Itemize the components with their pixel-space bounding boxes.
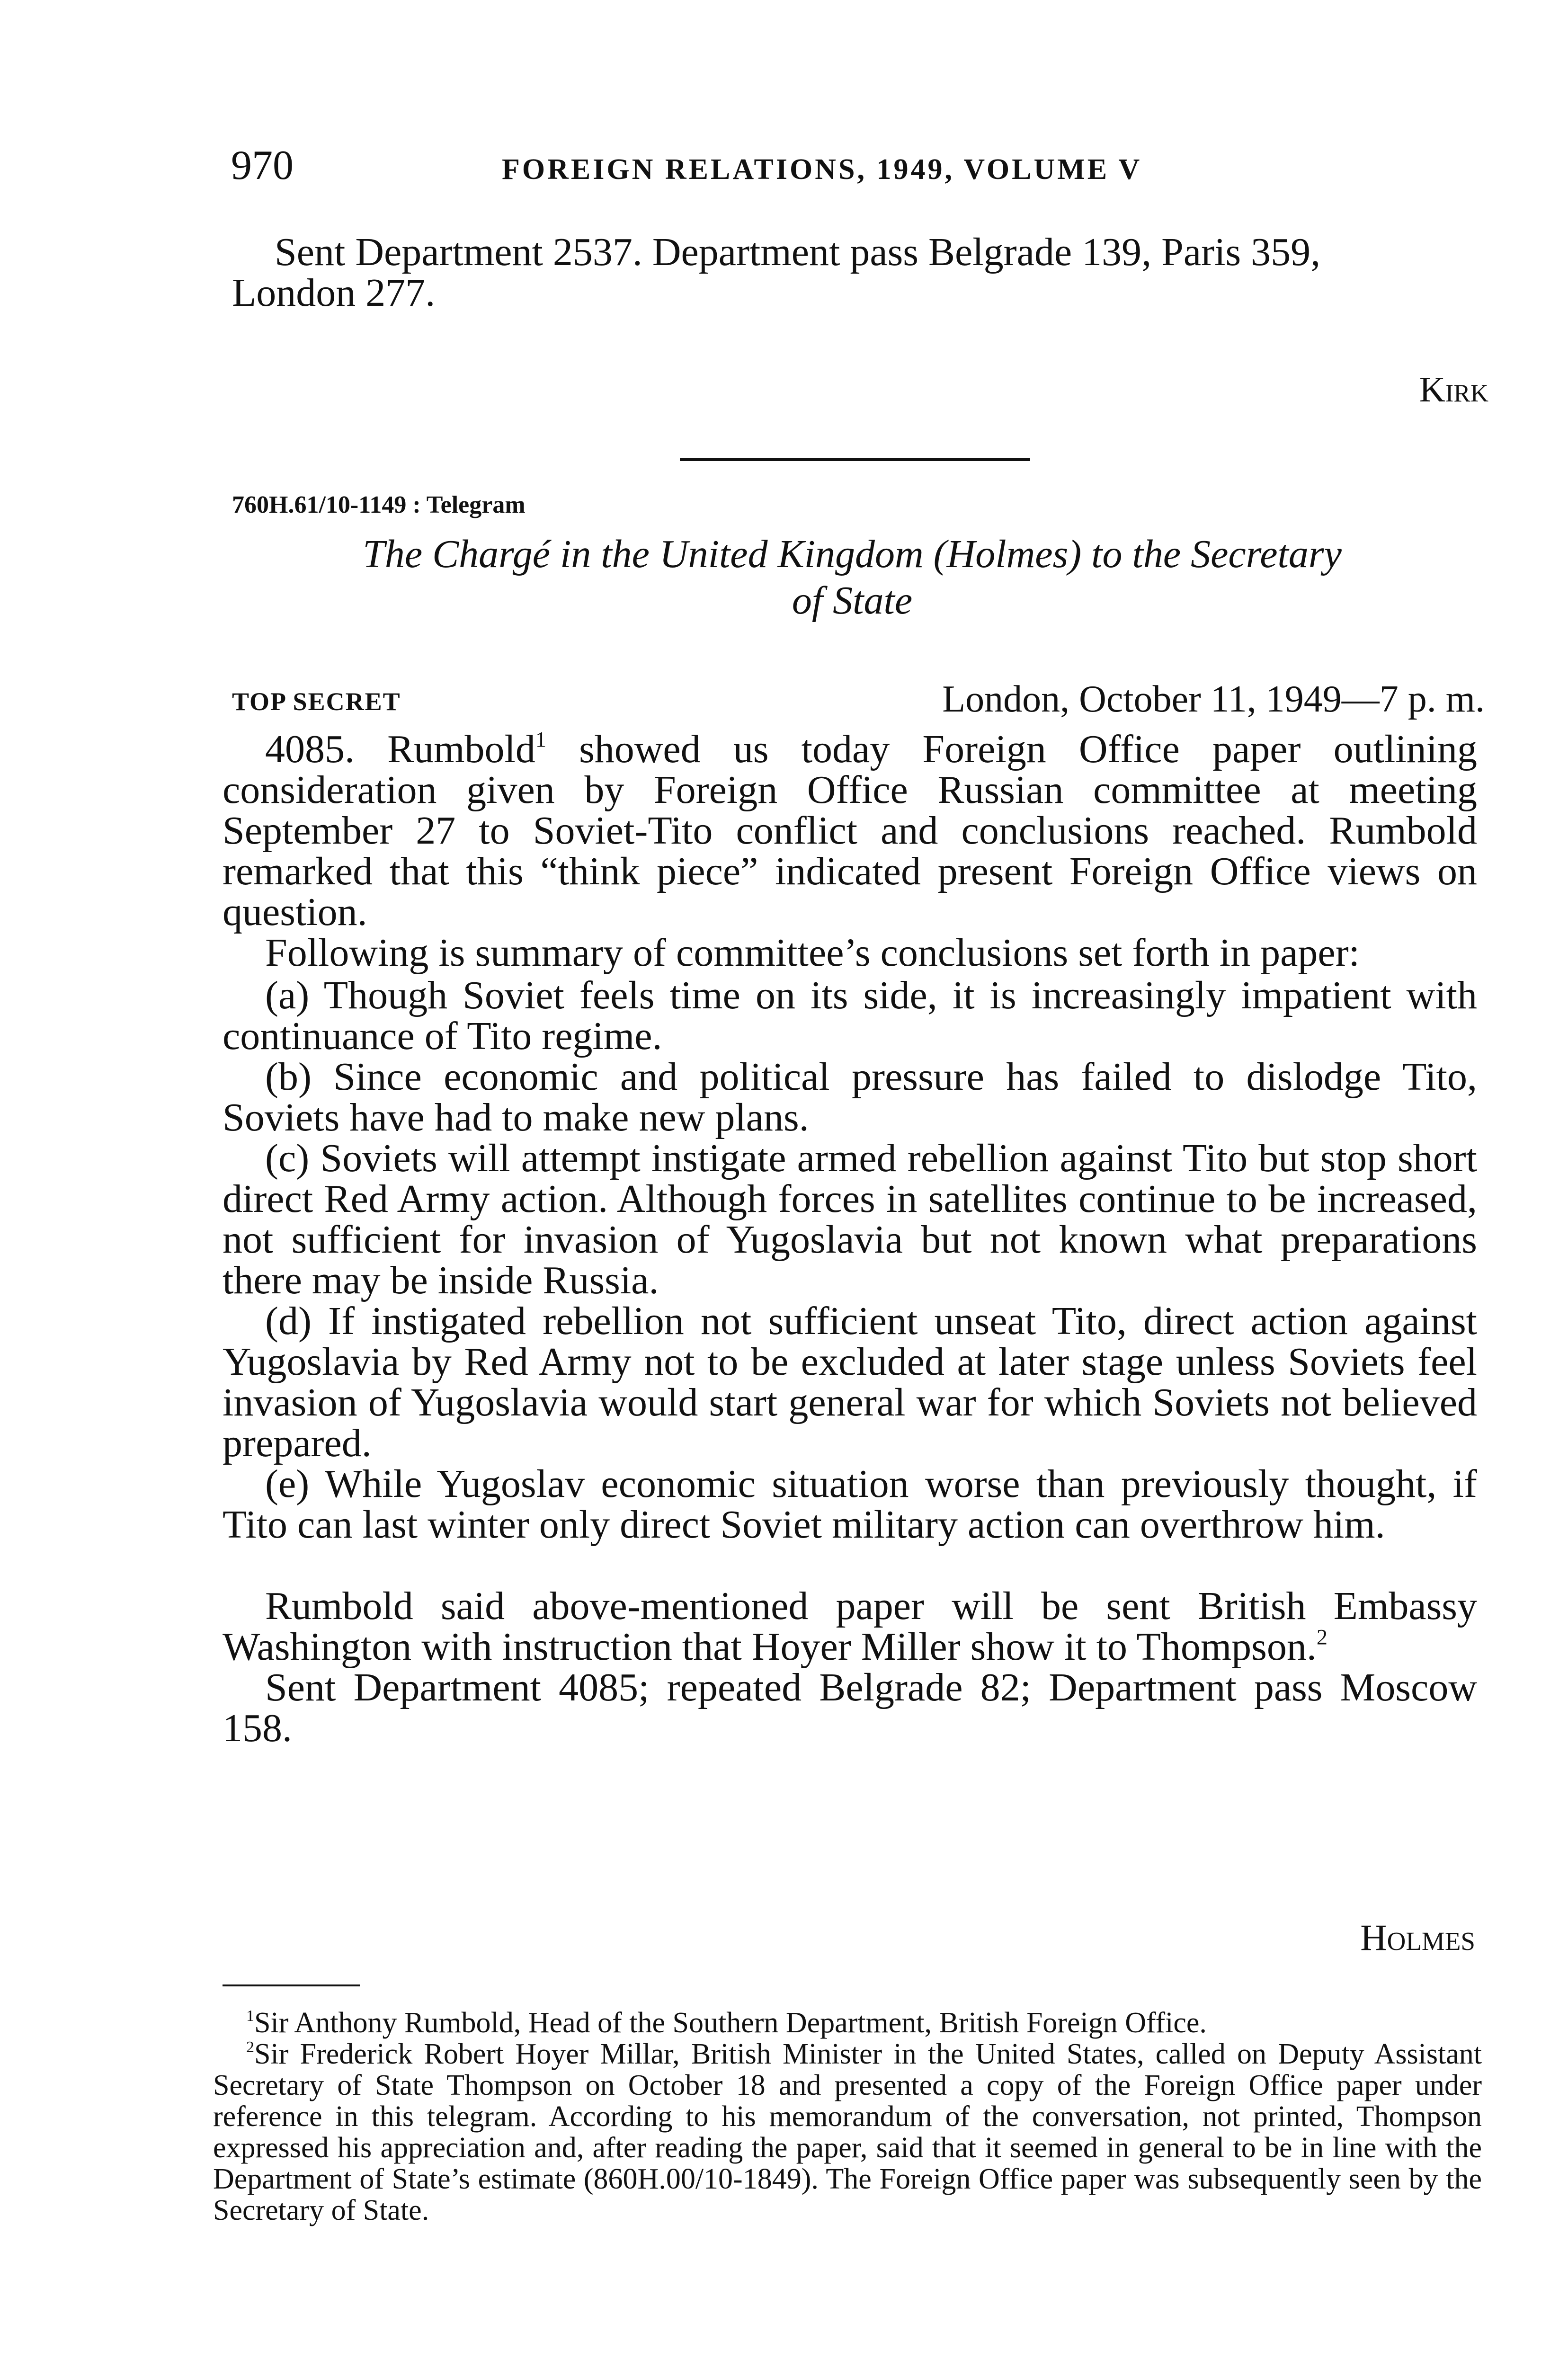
- conclusion-c: (c) Soviets will attempt instigate armed rebellion against Tito but stop short direct Red Army action. Although forces in satellites continue to be increased, not sufficient for invasion of Yugoslavia but not known what preparations there may be inside Russia.: [223, 1136, 1477, 1302]
- paragraph-1: [223, 729, 1477, 933]
- page-number: 970: [231, 142, 294, 188]
- conclusion-d: (d) If instigated rebellion not sufficient unseat Tito, direct action against Yugoslavia by Red Army not to be excluded at later stage unless Soviets feel invasion of Yugoslavia would start general war for which Soviets not believed prepared.: [223, 1299, 1477, 1465]
- footnote-2-text: Sir Frederick Robert Hoyer Millar, British Minister in the United States, called on Deputy Assistant Secretary of State Thompson on October 18 and presented a copy of the Foreign Office paper under reference in this telegram. According to his memorandum of the conversation, not printed, Thompson expressed his appreciation and, after reading the paper, said that it seemed in general to be in line with the Department of State’s estimate (860H.00/10-1849). The Foreign Office paper was subsequently seen by the Secretary of State.: [213, 2038, 1482, 2226]
- document-heading: [284, 531, 1420, 624]
- dateline: London, October 11, 1949—7 p. m.: [942, 678, 1485, 720]
- footnote-rule: [223, 1984, 360, 1986]
- conclusion-b: (b) Since economic and political pressure has failed to dislodge Tito, Soviets have had to make new plans.: [223, 1055, 1477, 1139]
- paragraph-1-rest: showed us today Foreign Office paper outlining consideration given by Foreign Office Russian committee at meeting September 27 to Soviet-Tito conflict and conclusions reached. Rumbold remarked that this “think piece” indicated present Foreign Office views on question.: [223, 727, 1478, 934]
- paragraph-3: [223, 1586, 1477, 1667]
- footnote-1-text: Sir Anthony Rumbold, Head of the Southern Department, British Foreign Office.: [254, 2007, 1207, 2039]
- paragraph-2: Following is summary of committee’s conclusions set forth in paper:: [265, 931, 1360, 975]
- file-reference: 760H.61/10-1149 : Telegram: [232, 491, 526, 518]
- conclusions-list: [223, 975, 1477, 1545]
- heading-line-1: The Chargé in the United Kingdom (Holmes) to the Secretary: [363, 532, 1342, 576]
- paragraph-4: Sent Department 4085; repeated Belgrade 82; Department pass Moscow 158.: [223, 1665, 1477, 1750]
- paragraph-3-text: Rumbold said above-mentioned paper will be sent British Embassy Washington with instruction that Hoyer Miller show it to Thompson.: [223, 1584, 1477, 1669]
- footnote-2-number: 2: [246, 2038, 255, 2056]
- document-body: [223, 729, 1477, 1749]
- sent-line-1: Sent Department 2537. Department pass Belgrade 139, Paris 359,: [275, 230, 1321, 274]
- previous-document: [232, 232, 1463, 313]
- running-title: FOREIGN RELATIONS, 1949, VOLUME V: [502, 153, 1142, 186]
- footnote-1-number: 1: [246, 2007, 255, 2025]
- heading-line-2: of State: [792, 578, 913, 623]
- footnote-ref-2[interactable]: 2: [1316, 1625, 1327, 1649]
- conclusion-e: (e) While Yugoslav economic situation worse than previously thought, if Tito can last winter only direct Soviet military action can overthrow him.: [223, 1462, 1477, 1547]
- footnote-ref-1[interactable]: 1: [535, 727, 546, 752]
- sent-line-2: London 277.: [232, 271, 436, 315]
- footnotes: [213, 2007, 1482, 2226]
- closing-signature: Holmes: [1360, 1917, 1475, 1958]
- footnote-2: [213, 2038, 1482, 2226]
- classification: TOP SECRET: [232, 687, 401, 716]
- conclusion-a: (a) Though Soviet feels time on its side, it is increasingly impatient with continuance of Tito regime.: [223, 973, 1477, 1058]
- separator-rule: [680, 458, 1030, 461]
- paragraph-1-start: 4085. Rumbold: [265, 727, 535, 771]
- previous-signature: Kirk: [1419, 370, 1488, 409]
- footnote-1: [213, 2007, 1482, 2038]
